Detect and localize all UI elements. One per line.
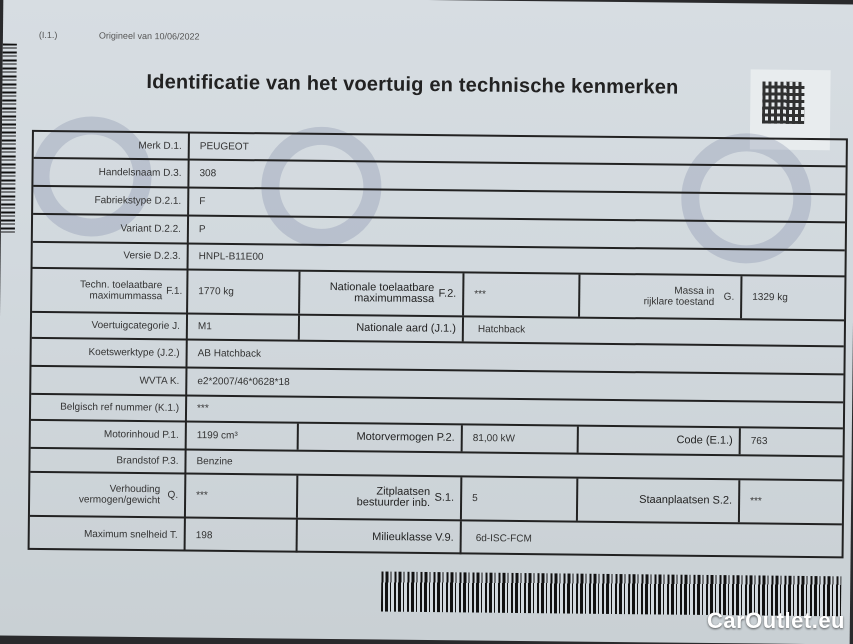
table-row: Brandstof P.3. Benzine bbox=[30, 449, 842, 482]
page-title: Identificatie van het voertuig en technische kenmerken bbox=[146, 71, 679, 99]
original-date: Origineel van 10/06/2022 bbox=[98, 30, 200, 42]
site-watermark: CarOutlet.eu bbox=[706, 608, 845, 633]
table-row: Techn. toelaatbare maximummassa F.1. 1770 kg Nationale toelaatbare maximummassa F.2. *** Massa in rijklare toestand G. 1329 kg bbox=[32, 269, 844, 322]
table-row: Belgisch ref nummer (K.1.) *** bbox=[31, 395, 843, 430]
table-row: Handelsnaam D.3. 308 bbox=[33, 159, 845, 196]
doc-ref: (I.1.) bbox=[38, 29, 58, 41]
side-barcode bbox=[1, 44, 17, 234]
table-row: Fabriekstype D.2.1. F bbox=[33, 187, 845, 224]
table-row: Variant D.2.2. P bbox=[33, 215, 845, 252]
table-row: WVTA K. e2*2007/46*0628*18 bbox=[31, 367, 843, 404]
table-row: Koetswerktype (J.2.) AB Hatchback bbox=[31, 339, 843, 376]
table-row: Motorinhoud P.1. 1199 cm³ Motorvermogen P.2. 81,00 kW Code (E.1.) 763 bbox=[31, 421, 843, 458]
table-row: Merk D.1. PEUGEOT bbox=[34, 132, 846, 168]
table-row: Voertuigcategorie J. M1 Nationale aard (J.1.) Hatchback bbox=[32, 313, 844, 348]
data-table bbox=[28, 130, 848, 559]
table-row: Verhouding vermogen/gewicht Q. *** Zitplaatsen bestuurder inb. S.1. 5 Staanplaatsen S.2. *** bbox=[30, 473, 842, 526]
table-row: Maximum snelheid T. 198 Milieuklasse V.9. 6d-ISC-FCM bbox=[30, 517, 842, 559]
table-row: Versie D.2.3. HNPL-B11E00 bbox=[33, 243, 845, 278]
